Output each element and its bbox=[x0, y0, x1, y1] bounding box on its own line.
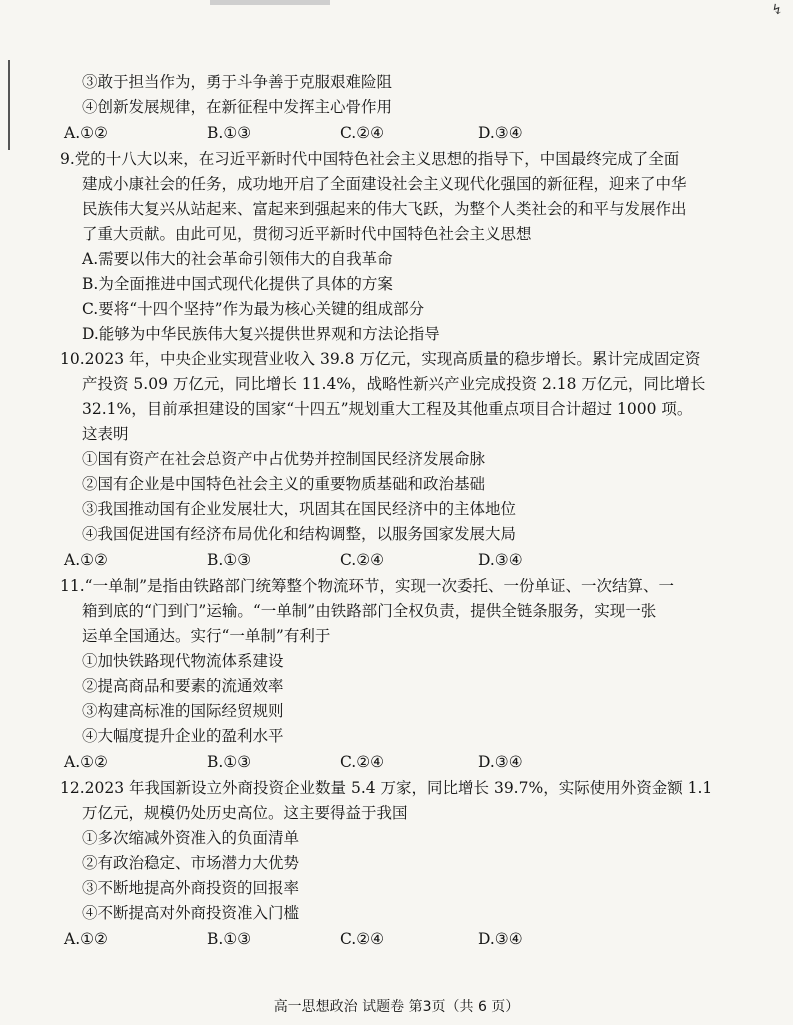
q8-choice-d: D.③④ bbox=[478, 124, 523, 142]
q11-option-2: ②提高商品和要素的流通效率 bbox=[82, 677, 284, 695]
q11-choices bbox=[60, 749, 760, 776]
q12-choices bbox=[60, 926, 760, 953]
q12-option-1: ①多次缩减外资准入的负面清单 bbox=[82, 829, 300, 847]
q12-choice-b: B.①③ bbox=[207, 930, 252, 948]
q9-stem-line: 9.党的十八大以来，在习近平新时代中国特色社会主义思想的指导下，中国最终完成了全面 bbox=[60, 150, 680, 168]
q12-choice-d: D.③④ bbox=[478, 930, 523, 948]
q12-choice-a: A.①② bbox=[64, 930, 108, 948]
question-content bbox=[60, 70, 760, 953]
q10-choice-c: C.②④ bbox=[340, 551, 385, 569]
q8-choice-a: A.①② bbox=[64, 124, 108, 142]
question-11 bbox=[60, 574, 760, 776]
q8-option-3: ③敢于担当作为，勇于斗争善于克服艰难险阻 bbox=[82, 73, 393, 91]
q10-stem-line: 这表明 bbox=[82, 425, 129, 443]
q12-choice-c: C.②④ bbox=[340, 930, 385, 948]
q12-stem-line: 万亿元，规模仍处历史高位。这主要得益于我国 bbox=[82, 804, 408, 822]
q11-stem-line: 11.“一单制”是指由铁路部门统筹整个物流环节，实现一次委托、一份单证、一次结算、一 bbox=[60, 577, 675, 595]
corner-scribble-icon: ↯ bbox=[771, 2, 783, 18]
q9-stem-line: 建成小康社会的任务，成功地开启了全面建设社会主义现代化强国的新征程，迎来了中华 bbox=[82, 175, 687, 193]
q11-option-4: ④大幅度提升企业的盈利水平 bbox=[82, 727, 284, 745]
q11-choice-b: B.①③ bbox=[207, 753, 252, 771]
q11-choice-d: D.③④ bbox=[478, 753, 523, 771]
page-footer: 高一思想政治 试题卷 第3页（共 6 页） bbox=[273, 999, 520, 1015]
q11-stem-line: 箱到底的“门到门”运输。“一单制”由铁路部门全权负责，提供全链条服务，实现一张 bbox=[82, 602, 657, 620]
q10-choice-b: B.①③ bbox=[207, 551, 252, 569]
q8-choices bbox=[60, 120, 760, 147]
q11-stem-line: 运单全国通达。实行“一单制”有利于 bbox=[82, 627, 331, 645]
q9-stem-line: 了重大贡献。由此可见，贯彻习近平新时代中国特色社会主义思想 bbox=[82, 225, 532, 243]
scan-edge-mark bbox=[8, 60, 10, 150]
q11-choice-c: C.②④ bbox=[340, 753, 385, 771]
q10-stem-line: 10.2023 年，中央企业实现营业收入 39.8 万亿元，实现高质量的稳步增长。累计完成固定资 bbox=[60, 350, 701, 368]
q10-choice-d: D.③④ bbox=[478, 551, 523, 569]
q12-option-2: ②有政治稳定、市场潜力大优势 bbox=[82, 854, 300, 872]
question-10 bbox=[60, 347, 760, 574]
q12-option-3: ③不断地提高外商投资的回报率 bbox=[82, 879, 300, 897]
q11-option-1: ①加快铁路现代物流体系建设 bbox=[82, 652, 284, 670]
q8-choice-b: B.①③ bbox=[207, 124, 252, 142]
q11-option-3: ③构建高标准的国际经贸规则 bbox=[82, 702, 284, 720]
question-12 bbox=[60, 776, 760, 953]
q12-stem-line: 12.2023 年我国新设立外商投资企业数量 5.4 万家，同比增长 39.7%，实际使用外资金额 1.1 bbox=[60, 779, 713, 797]
q10-choices bbox=[60, 547, 760, 574]
q10-option-2: ②国有企业是中国特色社会主义的重要物质基础和政治基础 bbox=[82, 475, 486, 493]
q10-choice-a: A.①② bbox=[64, 551, 108, 569]
q9-option-d: D.能够为中华民族伟大复兴提供世界观和方法论指导 bbox=[82, 325, 440, 343]
q10-stem-line: 32.1%，目前承担建设的国家“十四五”规划重大工程及其他重点项目合计超过 1000 项。 bbox=[82, 400, 693, 418]
scan-smudge bbox=[210, 0, 330, 5]
q9-stem-line: 民族伟大复兴从站起来、富起来到强起来的伟大飞跃，为整个人类社会的和平与发展作出 bbox=[82, 200, 687, 218]
question-9 bbox=[60, 147, 760, 347]
q12-option-4: ④不断提高对外商投资准入门槛 bbox=[82, 904, 300, 922]
q10-option-4: ④我国促进国有经济布局优化和结构调整，以服务国家发展大局 bbox=[82, 525, 517, 543]
q10-stem-line: 产投资 5.09 万亿元，同比增长 11.4%，战略性新兴产业完成投资 2.18 万亿元，同比增长 bbox=[82, 375, 706, 393]
q11-choice-a: A.①② bbox=[64, 753, 108, 771]
q9-option-c: C.要将“十四个坚持”作为最为核心关键的组成部分 bbox=[82, 300, 425, 318]
q8-option-4: ④创新发展规律，在新征程中发挥主心骨作用 bbox=[82, 98, 393, 116]
q9-option-b: B.为全面推进中国式现代化提供了具体的方案 bbox=[82, 275, 393, 293]
q9-option-a: A.需要以伟大的社会革命引领伟大的自我革命 bbox=[82, 250, 393, 268]
q10-option-3: ③我国推动国有企业发展壮大，巩固其在国民经济中的主体地位 bbox=[82, 500, 517, 518]
q8-choice-c: C.②④ bbox=[340, 124, 385, 142]
q10-option-1: ①国有资产在社会总资产中占优势并控制国民经济发展命脉 bbox=[82, 450, 486, 468]
